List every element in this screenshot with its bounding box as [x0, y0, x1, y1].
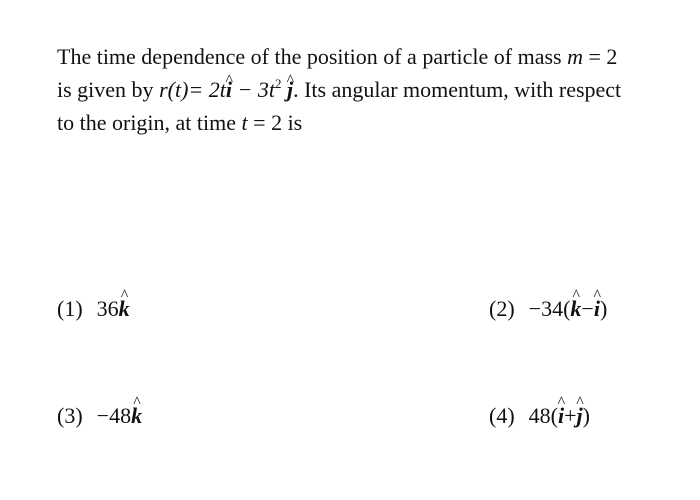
position-term-2: − 3t [231, 77, 275, 102]
close-paren: ) [582, 403, 590, 428]
option-4-coefficient: 48( [528, 403, 558, 428]
position-function: r(t) [159, 77, 189, 102]
unit-vector-i: ^ i [558, 403, 564, 429]
question-line-2-text: is given by [57, 77, 160, 102]
time-variable: t [241, 110, 248, 135]
option-2[interactable] [489, 296, 607, 322]
option-3[interactable] [57, 403, 142, 429]
question-text [57, 40, 657, 139]
option-4-number: (4) [489, 403, 515, 428]
question-line-1 [57, 40, 657, 73]
option-3-number: (3) [57, 403, 83, 428]
question-line-3 [57, 106, 657, 139]
option-4[interactable] [489, 403, 590, 429]
unit-vector-j: ^ j [577, 403, 583, 429]
option-1-number: (1) [57, 296, 83, 321]
close-paren: ) [599, 296, 608, 321]
unit-vector-i: ^ i [594, 296, 600, 322]
unit-vector-j: ^ j [287, 73, 293, 106]
unit-vector-k: ^ k [119, 296, 130, 322]
option-3-coefficient: −48 [96, 403, 132, 428]
mass-variable: m [567, 44, 583, 69]
unit-vector-k: ^ k [570, 296, 581, 322]
time-value: = 2 is [247, 110, 303, 135]
question-line-1-text: The time dependence of the position of a particle of mass [57, 44, 562, 69]
option-1-coefficient: 36 [96, 296, 119, 321]
position-term-1: = 2t [188, 77, 226, 102]
mass-value: = 2 [583, 44, 618, 69]
unit-vector-i: ^ i [226, 73, 232, 106]
exponent: 2 [274, 76, 282, 91]
question-line-2 [57, 73, 657, 106]
unit-vector-k: ^ k [131, 403, 142, 429]
plus-operator: + [564, 403, 577, 428]
option-2-coefficient: −34( [528, 296, 571, 321]
question-line-3-text: to the origin, at time [57, 110, 242, 135]
option-2-number: (2) [489, 296, 515, 321]
option-1[interactable] [57, 296, 130, 322]
minus-operator: − [581, 296, 594, 321]
question-line-2-suffix: . Its angular momentum, with respect [293, 77, 622, 102]
